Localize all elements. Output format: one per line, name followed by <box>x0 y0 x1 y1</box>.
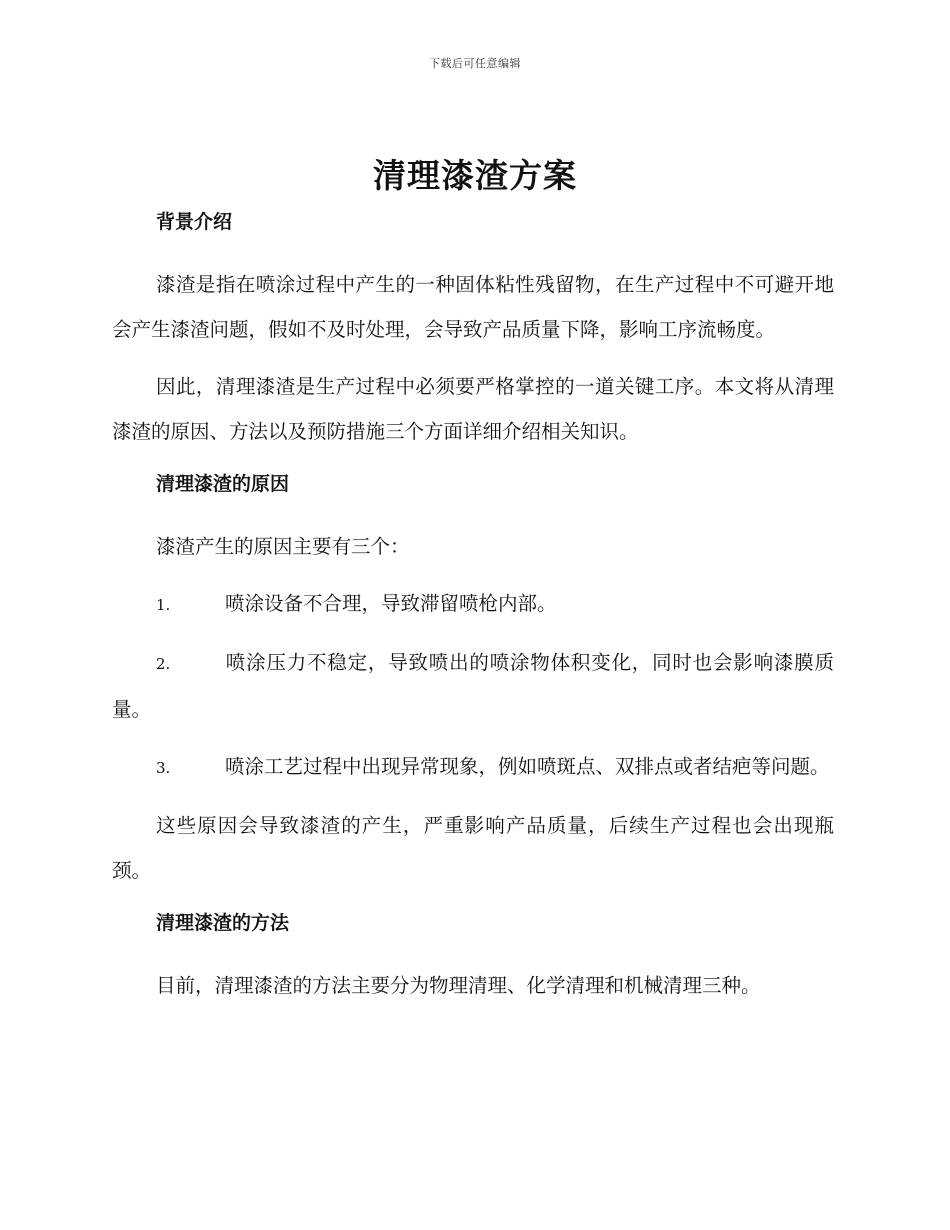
paragraph: 目前，清理漆渣的方法主要分为物理清理、化学清理和机械清理三种。 <box>156 974 761 997</box>
paragraph: 漆渣产生的原因主要有三个： <box>156 535 410 558</box>
paragraph: 因此，清理漆渣是生产过程中必须要严格掌控的一道关键工序。本文将从清理漆渣的原因、方法以及预防措施三个方面详细介绍相关知识。 <box>112 375 834 443</box>
paragraph: 这些原因会导致漆渣的产生，严重影响产品质量，后续生产过程也会出现瓶颈。 <box>112 814 834 882</box>
page-header-note: 下载后可任意编辑 <box>429 57 521 70</box>
list-text: 喷涂压力不稳定，导致喷出的喷涂物体积变化，同时也会影响漆膜质量。 <box>112 651 834 721</box>
section-heading-background: 背景介绍 <box>156 211 233 233</box>
list-text: 喷涂工艺过程中出现异常现象，例如喷斑点、双排点或者结疤等问题。 <box>225 755 830 778</box>
list-number: 2. <box>156 655 171 673</box>
section-heading-causes: 清理漆渣的原因 <box>156 473 290 495</box>
document-title: 清理漆渣方案 <box>373 156 577 195</box>
list-item <box>112 744 834 791</box>
document-body <box>112 206 834 1020</box>
paragraph: 漆渣是指在喷涂过程中产生的一种固体粘性残留物，在生产过程中不可避开地会产生漆渣问题，假如不及时处理，会导致产品质量下降，影响工序流畅度。 <box>112 273 834 341</box>
list-number: 3. <box>156 759 171 777</box>
list-number: 1. <box>156 596 171 614</box>
section-heading-methods: 清理漆渣的方法 <box>156 912 290 934</box>
list-item <box>112 640 834 732</box>
list-item <box>112 581 834 628</box>
list-text: 喷涂设备不合理，导致滞留喷枪内部。 <box>225 592 557 615</box>
